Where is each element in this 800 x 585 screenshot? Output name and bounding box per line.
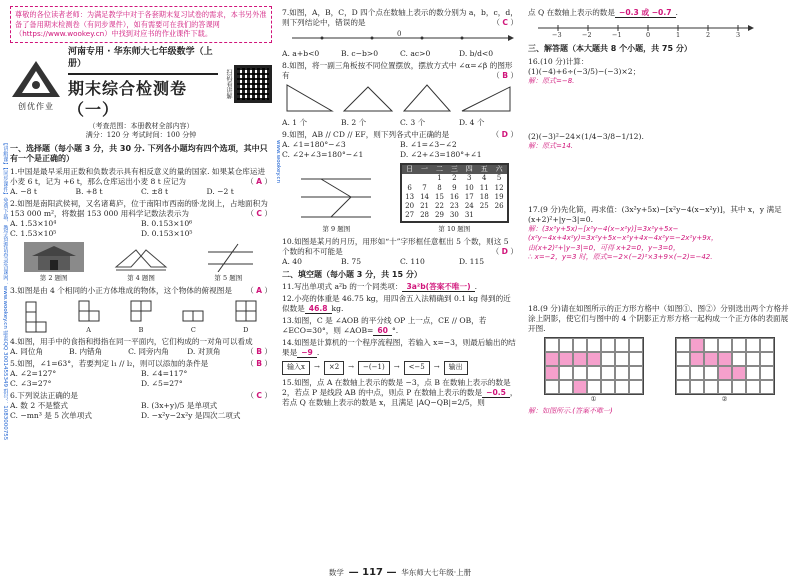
figure-q9: 第 9 题图 [291, 171, 381, 234]
question-8: 8.如图，将一副三角板按不同位置摆放，摆放方式中 ∠α=∠β 的图形有 （ B ） A. 1 个 B. 2 个 C. 3 个 D. 4 个 [282, 61, 518, 128]
svg-text:0: 0 [397, 30, 402, 39]
svg-text:−3: −3 [552, 31, 562, 39]
svg-text:1: 1 [676, 31, 681, 39]
exam-scope: （考查范围：本册教材全部内容） [88, 122, 194, 131]
question-4: 4.如图，用手中的食指和拇指在同一平面内，它们构成的一对角可以看成 （ B ） A. 同位角 B. 内错角 C. 同旁内角 D. 对顶角 [10, 337, 272, 357]
question-9: 9.如图，AB // CD // EF，则下列各式中正确的是 （ D ） A. ∠1=180°−∠3 B. ∠1=∠3−∠2 C. ∠2+∠3=180°−∠1 D. ∠2+∠3=180°+∠1 [282, 130, 518, 160]
question-5: 5.如图，∠1=63°，若要判定 l₁ // l₂，则可以添加的条件是 （ B ） A. ∠2=127° B. ∠4=117° C. ∠3=27° D. ∠5=27° [10, 359, 272, 389]
figure-row-2 [282, 163, 518, 234]
section-fill: 二、填空题（每小题 3 分，共 15 分） [282, 269, 422, 279]
svg-text:−2: −2 [582, 31, 592, 39]
question-14: 14.如图是计算机的一个程序流程图，若输入 x=−3，则最后输出的结果是 −9 . 输入x → ×2 → −(−1) → <−5 → 输出 [282, 338, 518, 374]
cube-stack-icon [21, 300, 51, 334]
svg-text:2: 2 [706, 31, 711, 39]
question-11: 11.写出单项式 a²b 的一个同类项： 3a²b(答案不唯一) . [282, 282, 477, 292]
question-15-cont: 点 Q 在数轴上表示的数是 −0.3 或 −0.7 . [528, 8, 678, 17]
side-watermark: 【讲解课】【同步课件】免费下载，教学资源请登录答课网：www.wookey.cn 联系QQ 3001455349 群号：1083000755 [2, 140, 8, 441]
column-right [528, 6, 790, 563]
logo-triangle-icon [10, 59, 62, 99]
promo-notice: 尊敬的各位读者老师：为满足教学中对于各套期末复习试卷的需求，本书另外准备了备用期末检测卷（有同步课件），如有需要可在我们的答课网（https://www.wookey.cn）中找到对应书的作业课件下载。 [10, 6, 272, 43]
section-solve: 三、解答题（本大题共 8 个小题，共 75 分） [528, 44, 692, 54]
exam-meta: 满分：120 分 考试时间：100 分钟 [85, 131, 197, 140]
triangle-set-squares-icon [282, 81, 518, 115]
calendar-table: 日 一 二 三 四 五 六 1 2 3 4 5 6 7 8 9 10 11 12 13 14 15 16 17 18 19 20 21 22 23 24 25 26 27 28 29 30 31 [400, 163, 508, 222]
flowchart: 输入x → ×2 → −(−1) → <−5 → 输出 [282, 361, 518, 374]
svg-text:−1: −1 [612, 31, 622, 39]
figure-q10: 日 一 二 三 四 五 六 1 2 3 4 5 6 7 8 9 10 11 12 13 14 15 16 17 18 19 20 21 22 23 24 25 26 27 28 29 30 31 第 10 题图 [400, 163, 508, 234]
question-2: 2.如图是南阳武侯祠，又名诸葛庐，位于南阳市西南的卧龙岗上，占地面积为 153 000 m²，将数据 153 000 用科学记数法表示为 （ C ） A. 1.53×10⁴ B. 0.153×10⁶ C. 1.53×10⁵ D. 0.153×10⁵ [10, 198, 272, 238]
hand-fingers-icon [111, 242, 171, 272]
figure-q5: 第 5 题图 [198, 242, 258, 283]
figure-q4: 第 4 题图 [111, 242, 171, 283]
side-watermark-right: www.wookey.cn [275, 140, 281, 184]
series-title: 河南专用 · 华东师大七年级数学（上册） [68, 47, 218, 75]
temple-photo-icon [24, 242, 84, 272]
question-6: 6.下列说法正确的是 （ C ） A. 数 2 不是整式 B. (3x+y)/5 是单项式 C. −mn³ 是 5 次单项式 D. −x²y−2x²y 是四次二项式 [10, 391, 272, 421]
page-footer: 数学 — 117 — 华东师大七年级·上册 [328, 566, 472, 578]
brand-logo: 创优作业 [10, 59, 62, 109]
exam-title: 期末综合检测卷（一） [68, 78, 188, 120]
parallel-lines-icon [198, 242, 258, 272]
question-3: 3.如图是由 4 个相同的小正方体堆成的物体，这个物体的俯视图是 （ A ） A B C D [10, 285, 272, 334]
parallel-transversal-icon [291, 171, 381, 223]
cube-views: A B C D [10, 299, 272, 334]
qr-code-icon[interactable] [234, 65, 272, 103]
question-1: 1.中国是最早采用正数和负数表示具有相反意义的量的国家. 如果某仓库运进小麦 6 t，记为 +6 t，那么仓库运出小麦 8 t 应记为 （ A ） A. −8 t B. +8 t C. ±8 t D. −2 t [10, 166, 272, 196]
column-middle [282, 6, 518, 563]
column-left [10, 6, 272, 563]
question-17: 17.(9 分)先化简，再求值：(3x²y+5x)−[x²y−4(x−x²y)]，其中 x，y 满足 (x+2)²+|y−3|=0. 解：(3x²y+5x)−[x²y−4(x−x²y)]=3x²y+5x−(x²y−4x+4x²y)=3x²y+5x−x²y+4x−4x²y=−2x²y+9x， 由(x+2)²+|y−3|=0，可得 x+2=0，y−3=0， ∴ x=−2，y=3 时，原式=−2×(−2)²×3+9×(−2)=−42. [528, 205, 782, 261]
net-grid-2 [675, 337, 775, 395]
svg-text:0: 0 [646, 31, 651, 39]
question-18: 18.(9 分)请在如图所示的正方形方格中（如图①、图②）分别选出两个方格并涂上阴影，使它们与图中的 4 个阴影正方形方格一起构成一个正方体的表面展开图. ① ② 解：如图所示.(答案不唯一) [528, 304, 789, 415]
question-13: 13.如图，C 是 ∠AOB 的平分线 OP 上一点，CE // OB，若 ∠ECO=30°，则 ∠AOB= 60 °. [282, 316, 487, 336]
question-10: 10.如图是某月的月历，用形如“十”字形框任意框出 5 个数，则这 5 个数的和不可能是 （ D ） A. 40 B. 75 C. 110 D. 115 [282, 236, 518, 266]
net-grid-1 [544, 337, 644, 395]
question-7: 7.如图，A，B，C，D 四个点在数轴上表示的数分别为 a，b，c，d，则下列结论中，错误的是 （ C ） 0 A. a+b<0 B. c−b>0 C. ac>0 D. b/d<0 [282, 8, 518, 59]
brand-header: 创优作业 河南专用 · 华东师大七年级数学（上册） 期末综合检测卷（一） 扫码看讲解 [10, 47, 272, 120]
numberline-q15-icon [528, 18, 758, 38]
numberline-q7-icon [282, 28, 518, 46]
section-choice: 一、选择题（每小题 3 分，共 30 分. 下列各小题均有四个选项，其中只有一个是正确的） [10, 143, 268, 164]
figure-row-1 [10, 242, 272, 283]
net-grids: ① ② [528, 337, 790, 404]
question-15: 15.如图，点 A 在数轴上表示的数是 −3，点 B 在数轴上表示的数是 2，若点 P 是线段 AB 的中点，则点 P 在数轴上表示的数是 −0.5 ，若点 Q 在数轴上表示的数是 x，且满足 |AQ−QB|=2/5，则 [282, 377, 518, 407]
question-12: 12.小亮的体重是 46.75 kg，用四舍五入法精确到 0.1 kg 得到的近似数是 46.8 kg. [282, 294, 511, 314]
figure-q2: 第 2 题图 [24, 242, 84, 283]
question-16: 16.(10 分)计算： (1)(−4)+6÷(−3/5)−(−3)×2； 解：原式=−8. (2)(−3)²−24×(1/4−3/8−1/12). 解：原式=14. [528, 56, 644, 150]
svg-text:3: 3 [736, 31, 741, 39]
